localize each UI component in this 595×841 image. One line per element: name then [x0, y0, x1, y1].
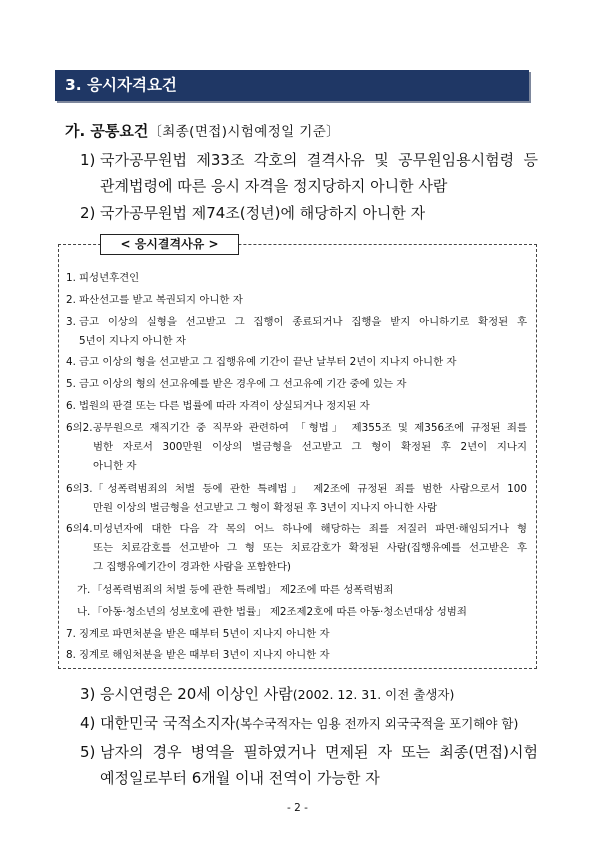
- item-line: 미성년자에 대한 다음 각 목의 어느 하나에 해당하는 죄를 저질러 파면·해임되거나 형: [93, 523, 527, 535]
- requirement-item-5: [80, 739, 538, 791]
- page-number: - 2 -: [287, 802, 308, 814]
- item-number: 6의2.: [66, 422, 93, 434]
- item-number: 6의3.: [66, 483, 93, 495]
- item-number: 8.: [66, 649, 76, 661]
- item-number: 가.: [77, 584, 91, 596]
- item-number: 1.: [66, 272, 76, 284]
- section-header-bar: [55, 70, 529, 101]
- item-line: 아니한 자: [93, 460, 137, 472]
- item-line: 관계법령에 따른 응시 자격을 정지당하지 아니한 사람: [100, 177, 448, 195]
- item-line: [100, 710, 538, 736]
- item-note: (복수국적자는 임용 전까지 외국국적을 포기해야 함): [235, 716, 519, 731]
- item-line: 남자의 경우 병역을 필하였거나 면제된 자 또는 최종(면접)시험: [100, 743, 538, 761]
- disqualification-item-7: [66, 625, 527, 644]
- disqualification-item-4: [66, 353, 527, 372]
- item-line: 국가공무원법 제74조(정년)에 해당하지 아니한 자: [100, 204, 426, 222]
- item-line: 공무원으로 재직기간 중 직무와 관련하여 「형법」 제355조 및 제356조에 규정된 죄를: [93, 422, 527, 434]
- item-number: 3.: [66, 316, 76, 328]
- item-text: 대한민국 국적소지자: [100, 714, 236, 732]
- item-number: 나.: [77, 606, 91, 618]
- heading-title: 가. 공통요건: [65, 122, 149, 140]
- disqualification-item-6-3: [66, 480, 527, 518]
- requirement-item-1: [80, 147, 538, 199]
- disqualification-item-6-4: [66, 520, 527, 577]
- item-line: 국가공무원법 제33조 각호의 결격사유 및 공무원임용시험령 등: [100, 151, 538, 169]
- disqualification-item-5: [66, 375, 527, 394]
- item-line: 금고 이상의 실형을 선고받고 그 집행이 종료되거나 집행을 받지 아니하기로 확정된 후: [79, 316, 527, 328]
- disqualification-item-2: [66, 291, 527, 310]
- item-number: 6.: [66, 400, 76, 412]
- requirement-item-4: [80, 710, 538, 736]
- disqualification-item-6-2: [66, 419, 527, 476]
- disqualification-subitem-ga: [66, 581, 527, 600]
- item-number: 7.: [66, 628, 76, 640]
- item-line: 금고 이상의 형을 선고받고 그 집행유예 기간이 끝난 날부터 2년이 지나지 아니한 자: [79, 356, 457, 368]
- item-number: 2): [80, 204, 96, 222]
- common-requirements-heading: [65, 121, 340, 142]
- item-number: 4): [80, 714, 96, 732]
- item-number: 4.: [66, 356, 76, 368]
- item-line: 예정일로부터 6개월 이내 전역이 가능한 자: [100, 769, 380, 787]
- item-line: 만원 이상의 벌금형을 선고받고 그 형이 확정된 후 3년이 지나지 아니한 사람: [93, 502, 438, 514]
- item-line: 「아동·청소년의 성보호에 관한 법률」 제2조제2호에 따른 아동·청소년대상 성범죄: [92, 606, 467, 618]
- item-line: 징계로 해임처분을 받은 때부터 3년이 지나지 아니한 자: [79, 649, 330, 661]
- item-line: 5년이 지나지 아니한 자: [79, 335, 186, 347]
- item-line: 「성폭력범죄의 처벌 등에 관한 특례법」 제2조에 따른 성폭력범죄: [92, 584, 394, 596]
- requirement-item-2: [80, 200, 538, 226]
- item-number: 2.: [66, 294, 76, 306]
- item-line: 법원의 판결 또는 다른 법률에 따라 자격이 상실되거나 정지된 자: [79, 400, 370, 412]
- item-number: 5.: [66, 378, 76, 390]
- item-number: 5): [80, 743, 96, 761]
- item-line: 범한 자로서 300만원 이상의 벌금형을 선고받고 그 형이 확정된 후 2년이 지나지: [93, 441, 527, 453]
- item-line: 그 집행유예기간이 경과한 사람을 포함한다): [93, 561, 291, 573]
- item-note: (2002. 12. 31. 이전 출생자): [292, 687, 455, 702]
- disqualification-subitem-na: [66, 603, 527, 622]
- item-line: 피성년후견인: [79, 272, 140, 284]
- disqualification-label: < 응시결격사유 >: [100, 234, 239, 255]
- disqualification-item-1: [66, 269, 527, 288]
- item-line: 또는 치료감호를 선고받아 그 형 또는 치료감호가 확정된 사람(집행유예를 선고받은 후: [93, 542, 527, 554]
- item-number: 1): [80, 151, 96, 169]
- item-text: 응시연령은 20세 이상인 사람: [100, 685, 293, 703]
- requirement-item-3: [80, 681, 538, 707]
- item-line: 「성폭력범죄의 처벌 등에 관한 특례법」 제2조에 규정된 죄를 범한 사람으로서 100: [93, 483, 527, 495]
- item-line: 금고 이상의 형의 선고유예를 받은 경우에 그 선고유예 기간 중에 있는 자: [79, 378, 407, 390]
- item-number: 6의4.: [66, 523, 93, 535]
- disqualification-item-3: [66, 313, 527, 351]
- item-number: 3): [80, 685, 96, 703]
- item-line: 징계로 파면처분을 받은 때부터 5년이 지나지 아니한 자: [79, 628, 330, 640]
- item-line: [100, 681, 538, 707]
- section-title: 3. 응시자격요건: [65, 76, 177, 94]
- disqualification-item-8: [66, 646, 527, 665]
- item-line: 파산선고를 받고 복권되지 아니한 자: [79, 294, 243, 306]
- disqualification-item-6: [66, 397, 527, 416]
- heading-basis: 〔최종(면접)시험예정일 기준〕: [148, 124, 341, 140]
